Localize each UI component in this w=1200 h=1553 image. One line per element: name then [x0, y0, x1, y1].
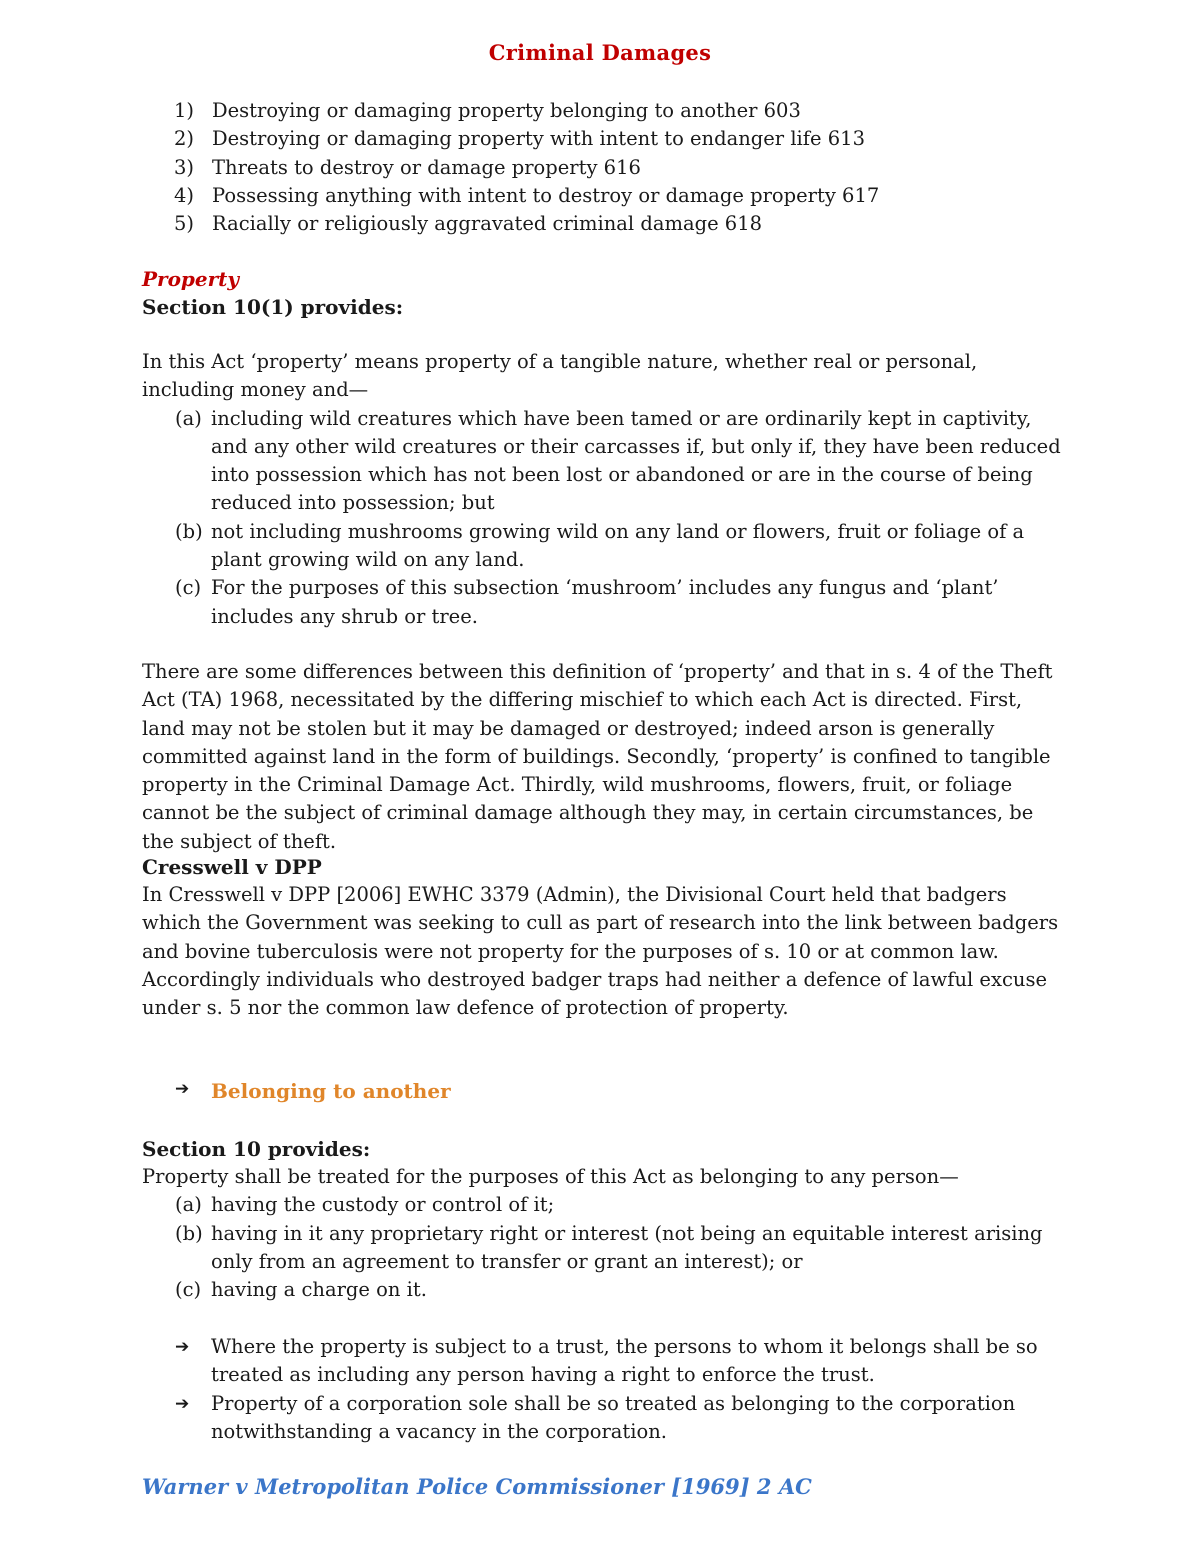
item-label: (b) [175, 519, 203, 543]
warner-heading: Warner v Metropolitan Police Commissioner [1969] 2 AC [142, 1474, 812, 1499]
list-number: 2) [174, 127, 195, 151]
list-number: 3) [174, 155, 195, 179]
offence-list [174, 97, 1114, 238]
property-intro: In this Act ‘property’ means property of a tangible nature, whether real or personal, including money and— [142, 350, 978, 402]
list-item [174, 125, 1114, 153]
list-text: Racially or religiously aggravated criminal damage 618 [212, 212, 763, 236]
list-item [174, 154, 1114, 182]
list-text: Destroying or damaging property with intent to endanger life 613 [212, 127, 865, 151]
item-label: (a) [175, 1193, 202, 1217]
section-10-heading: Section 10 provides: [142, 1137, 371, 1161]
list-item [174, 97, 1114, 125]
list-item [175, 1276, 1062, 1304]
property-heading: Property [142, 267, 240, 291]
belonging-heading-row [142, 1079, 1062, 1103]
list-item [175, 1390, 1062, 1447]
warner-section [142, 1473, 1062, 1501]
list-item [174, 210, 1114, 238]
item-label: (a) [175, 406, 202, 430]
belonging-bullets [142, 1333, 1062, 1446]
item-text: having a charge on it. [211, 1278, 427, 1302]
list-number: 1) [174, 99, 195, 122]
property-section [142, 265, 1062, 321]
list-text: Threats to destroy or damage property 616 [212, 155, 641, 179]
list-item [174, 182, 1114, 210]
list-item [175, 1191, 1062, 1219]
list-number: 5) [174, 212, 195, 236]
property-definition [142, 348, 1062, 631]
document-title: Criminal Damages [488, 40, 712, 65]
bullet-text: Property of a corporation sole shall be so treated as belonging to the corporation notwithstanding a vacancy in the corporation. [211, 1391, 1016, 1443]
item-text: having in it any proprietary right or interest (not being an equitable interest arising only from an agreement to transfer or grant an interest); or [211, 1221, 1043, 1273]
item-label: (c) [175, 576, 202, 600]
arrow-icon: ➔ [175, 1079, 190, 1099]
differences-paragraph: There are some differences between this definition of ‘property’ and that in s. 4 of the Theft Act (TA) 1968, necessitated by the differing mischief to which each Act is directed. First, land may not be stolen but it may be damaged or destroyed; indeed arson is generally committed against land in the form of buildings. Secondly, ‘property’ is confined to tangible property in the Criminal Damage Act. Thirdly, wild mushrooms, flowers, fruit, or foliage cannot be the subject of criminal damage although they may, in certain circumstances, be the subject of theft. [142, 660, 1053, 853]
list-item [175, 405, 1062, 518]
belonging-heading: Belonging to another [211, 1079, 451, 1103]
bullet-text: Where the property is subject to a trust, the persons to whom it belongs shall be so treated as including any person having a right to enforce the trust. [211, 1335, 1038, 1387]
item-label: (c) [175, 1278, 202, 1302]
item-text: having the custody or control of it; [211, 1193, 555, 1217]
list-number: 4) [174, 183, 195, 207]
list-item [175, 574, 1062, 631]
belonging-intro: Property shall be treated for the purposes of this Act as belonging to any person— [142, 1165, 959, 1188]
list-text: Destroying or damaging property belonging to another 603 [212, 99, 801, 122]
item-text: For the purposes of this subsection ‘mushroom’ includes any fungus and ‘plant’ includes any shrub or tree. [211, 576, 999, 628]
cresswell-text: In Cresswell v DPP [2006] EWHC 3379 (Admin), the Divisional Court held that badgers which the Government was seeking to cull as part of research into the link between badgers and bovine tuberculosis were not property for the purposes of s. 10 or at common law. Accordingly individuals who destroyed badger traps had neither a defence of lawful excuse under s. 5 nor the common law defence of protection of property. [142, 883, 1059, 1020]
arrow-icon: ➔ [175, 1337, 190, 1357]
belonging-sublist [175, 1191, 1062, 1304]
list-item [175, 518, 1062, 575]
item-text: including wild creatures which have been tamed or are ordinarily kept in captivity, and any other wild creatures or their carcasses if, but only if, they have been reduced into possession which has not been lost or abandoned or are in the course of being reduced into possession; but [211, 406, 1061, 515]
item-text: not including mushrooms growing wild on any land or flowers, fruit or foliage of a plant growing wild on any land. [211, 519, 1025, 572]
cresswell-section [142, 853, 1062, 1022]
cresswell-heading: Cresswell v DPP [142, 855, 322, 879]
property-sublist [175, 405, 1062, 631]
section-10-1-heading: Section 10(1) provides: [142, 295, 404, 319]
item-label: (b) [175, 1221, 203, 1245]
arrow-icon: ➔ [175, 1393, 190, 1414]
list-text: Possessing anything with intent to destroy or damage property 617 [212, 183, 880, 207]
list-item [175, 1220, 1062, 1277]
belonging-section [142, 1135, 1062, 1304]
list-item [175, 1333, 1062, 1390]
